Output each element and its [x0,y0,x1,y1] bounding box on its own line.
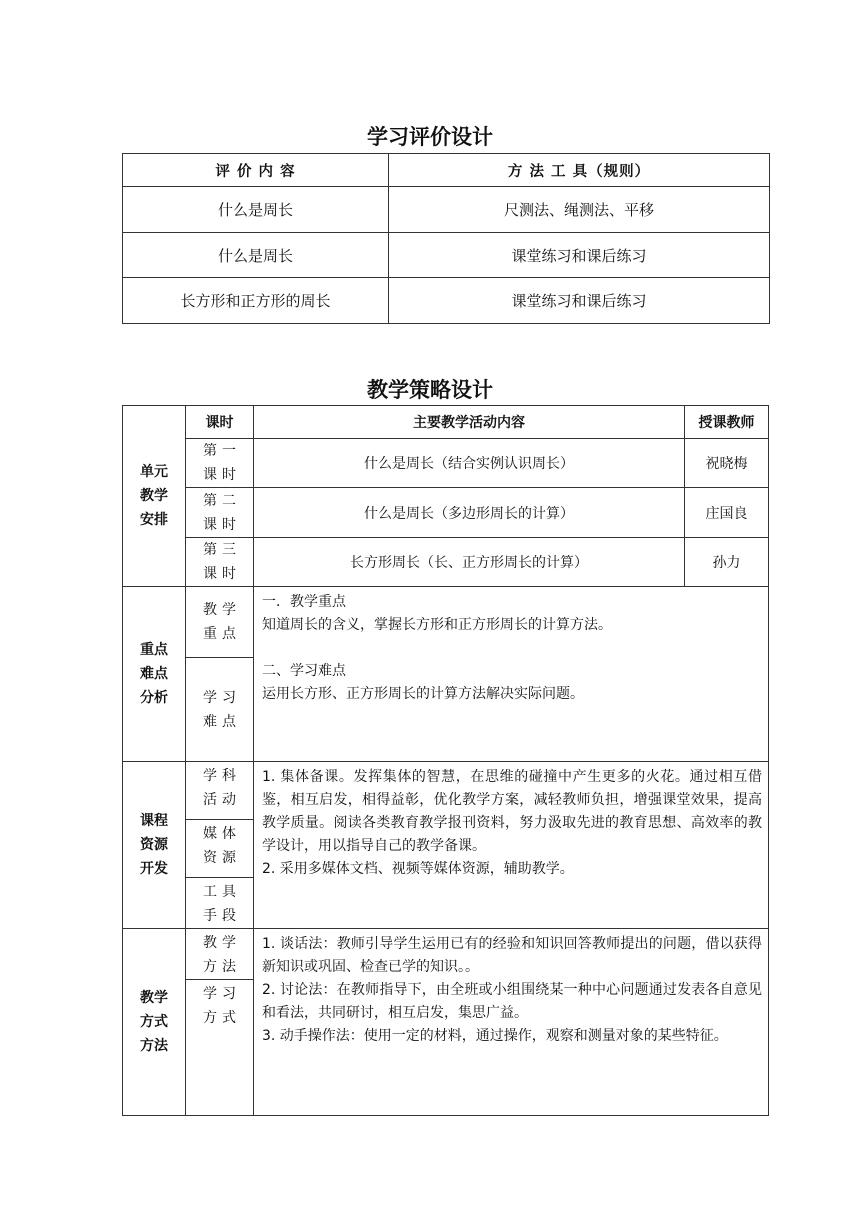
strategy-title: 教学策略设计 [367,378,493,402]
teacher-name: 庄国良 [685,488,769,538]
key-points-label: 重点 难点 分析 [123,587,186,762]
list-item: 1. 谈话法：教师引导学生运用已有的经验和知识回答教师提出的问题，借以获得新知识或巩固、检查已学的知识。。 [262,936,762,975]
period-label: 第三 课时 [186,538,254,587]
header-teacher: 授课教师 [685,406,769,439]
list-item: 2. 采用多媒体文档、视频等媒体资源，辅助教学。 [262,861,574,877]
sub-label-learning-style: 学习 方式 [186,980,254,1116]
table-row [123,233,770,278]
table-row [123,278,770,324]
sub-label-learning-difficulty: 学习 难点 [186,658,254,762]
eval-content-cell: 长方形和正方形的周长 [123,278,389,324]
table-row [123,762,769,820]
sub-label-subject-activity: 学科 活动 [186,762,254,820]
methods-label: 教学 方式 方法 [123,929,186,1116]
eval-header-method: 方 法 工 具（规则） [389,154,770,187]
sub-label-teaching-method: 教学 方法 [186,929,254,980]
period-label: 第一 课时 [186,439,254,488]
eval-title: 学习评价设计 [367,125,493,149]
strategy-table [122,405,769,1116]
table-row [123,587,769,658]
sub-label-media-resource: 媒体 资源 [186,820,254,878]
eval-content-cell: 什么是周长 [123,187,389,233]
eval-method-cell: 尺测法、绳测法、平移 [389,187,770,233]
table-row [123,929,769,980]
teacher-name: 祝晓梅 [685,439,769,488]
methods-content [254,929,769,1116]
list-item: 1. 集体备课。发挥集体的智慧，在思维的碰撞中产生更多的火花。通过相互借鉴，相互启发，相得益彰，优化教学方案，减轻教师负担，增强课堂效果，提高教学质量。阅读各类教育教学报刊资料，努力汲取先进的教育思想、高效率的教学设计，用以指导自己的教学备课。 [262,769,762,854]
eval-method-cell: 课堂练习和课后练习 [389,278,770,324]
table-row [123,439,769,488]
sub-label-teaching-focus: 教学 重点 [186,587,254,658]
activity-content: 长方形周长（长、正方形周长的计算） [254,538,685,587]
activity-content: 什么是周长（多边形周长的计算） [254,488,685,538]
table-row [123,538,769,587]
period-label: 第二 课时 [186,488,254,538]
resources-label: 课程 资源 开发 [123,762,186,929]
list-item: 3. 动手操作法：使用一定的材料，通过操作，观察和测量对象的某些特征。 [262,1028,728,1044]
resources-content [254,762,769,929]
header-period: 课时 [186,406,254,439]
sub-label-tools: 工具 手段 [186,878,254,929]
key-points-content: 一．教学重点 知道周长的含义，掌握长方形和正方形周长的计算方法。 二、学习难点 运用长方形、正方形周长的计算方法解决实际问题。 [254,587,769,762]
eval-header-row [123,154,770,187]
eval-method-cell: 课堂练习和课后练习 [389,233,770,278]
teacher-name: 孙力 [685,538,769,587]
strategy-header-row [123,406,769,439]
list-item: 2. 讨论法：在教师指导下，由全班或小组围绕某一种中心问题通过发表各自意见和看法，共同研讨，相互启发，集思广益。 [262,982,762,1021]
table-row [123,187,770,233]
eval-content-cell: 什么是周长 [123,233,389,278]
unit-arrangement-label: 单元 教学 安排 [123,406,186,587]
activity-content: 什么是周长（结合实例认识周长） [254,439,685,488]
table-row [123,488,769,538]
eval-header-content: 评 价 内 容 [123,154,389,187]
eval-table [122,153,770,324]
header-activity-content: 主要教学活动内容 [254,406,685,439]
